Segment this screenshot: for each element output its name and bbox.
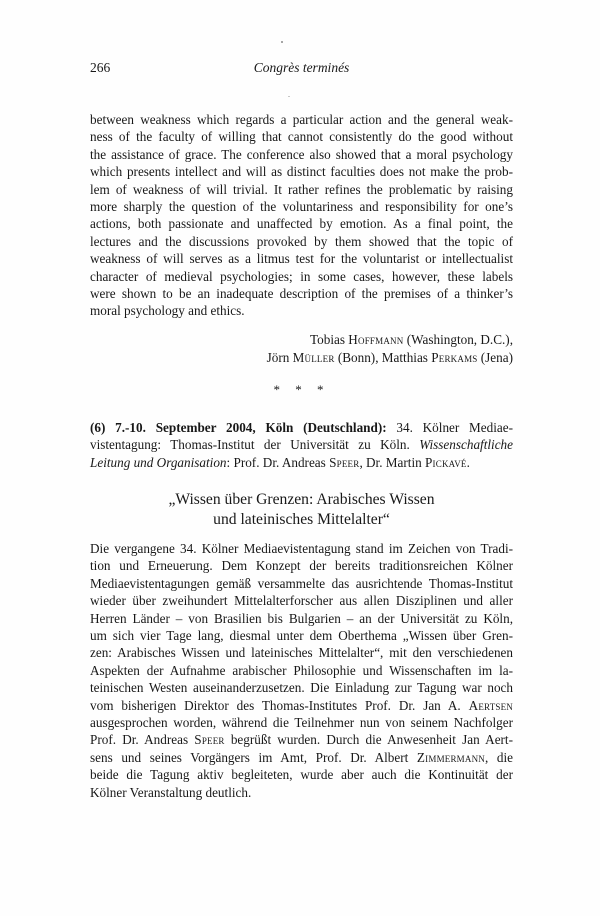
running-title: Congrès terminés [253,60,350,75]
text-line: were shown to be an inadequate description of the premises of a thinker’s [90,286,513,302]
text-line: Herren Länder – von Brasilien bis Bulgarien – an der Universität zu Köln, [90,610,513,626]
text-line: vistentagung: Thomas-Institut der Universität zu Köln. Wissenschaftliche [90,437,513,453]
conference-title-heading [90,490,513,530]
text-line: Tobias Hoffmann (Washington, D.C.), [310,332,513,347]
text-line: teinischen Westen auseinanderzusetzen. Die Einladung zur Tagung war noch [90,680,513,696]
text-line: ness of the faculty of willing that cannot consistently do the good without [90,129,513,145]
text-line: ausgesprochen worden, während die Teilnehmer nun von seinem Nachfolger [90,715,513,731]
text-line: Die vergangene 34. Kölner Mediaevistentagung stand im Zeichen von Tradi- [90,541,513,556]
text-line: Mediaevistentagungen gemäß versammelte das ausrichtende Thomas-Institut [90,575,513,591]
text-line: „Wissen über Grenzen: Arabisches Wissen [168,491,435,508]
text-line: Leitung und Organisation: Prof. Dr. Andreas Speer, Dr. Martin Pickavé. [90,454,470,470]
text-line: Jörn Müller (Bonn), Matthias Perkams (Jena) [266,349,513,365]
text-line: Prof. Dr. Andreas Speer begrüßt wurden. Durch die Anwesenheit Jan Aert- [90,732,513,748]
text-line: und lateinisches Mittelalter“ [213,511,390,528]
page-number: 266 [90,60,111,75]
text-line: (6) 7.-10. September 2004, Köln (Deutschland): 34. Kölner Mediae- [90,420,513,435]
text-line: between weakness which regards a particular action and the general weak- [90,112,513,127]
text-line: lem of weakness of will trivial. It rather refines the problematic by raising [90,181,513,197]
text-line: Aspekten der Aufnahme arabischer Philosophie und Wissenschaften im la- [90,662,513,678]
text-line: sens und seines Vorgängers im Amt, Prof. Dr. Albert Zimmermann, die [90,749,513,765]
scan-speck [288,96,290,97]
author-attribution [90,331,513,366]
text-line: Kölner Veranstaltung deutlich. [90,784,252,800]
section-separator-stars: * * * [273,382,330,397]
text-line: lectures and the discussions provoked by them showed that the topic of [90,233,513,249]
text-line: tion und Erneuerung. Dem Konzept der bereits traditionsreichen Kölner [90,558,513,574]
paragraph-koeln-report [90,540,513,801]
paragraph-weakness-of-will [90,111,513,320]
text-line: vom bisherigen Direktor des Thomas-Institutes Prof. Dr. Jan A. Aertsen [90,697,513,713]
scan-speck [281,41,283,43]
text-line: wieder über zweihundert Mittelalterforscher aus allen Disziplinen und aller [90,593,513,609]
text-line: character of medieval psychologies; in some cases, however, these labels [90,268,513,284]
text-line: moral psychology and ethics. [90,303,245,319]
page-header [90,60,513,80]
text-line: actions, both passionate and unaffected by emotion. As a final point, the [90,216,513,232]
conference-entry-koeln [90,419,513,471]
text-line: which presents intellect and will as distinct faculties does not make the prob- [90,164,513,180]
text-line: beide die Tagung aktiv begleiteten, wurde aber auch die Kontinuität der [90,767,513,783]
text-line: the assistance of grace. The conference also showed that a moral psychology [90,146,513,162]
text-line: weakness of will serves as a litmus test for the voluntarist or intellectualist [90,251,513,267]
text-line: more sharply the question of the voluntariness and responsibility for one’s [90,199,513,215]
text-line: zen: Arabisches Wissen und lateinisches Mittelalter“, mit den verschiedenen [90,645,513,661]
text-line: um sich vier Tage lang, diesmal unter dem Oberthema „Wissen über Gren- [90,628,513,644]
